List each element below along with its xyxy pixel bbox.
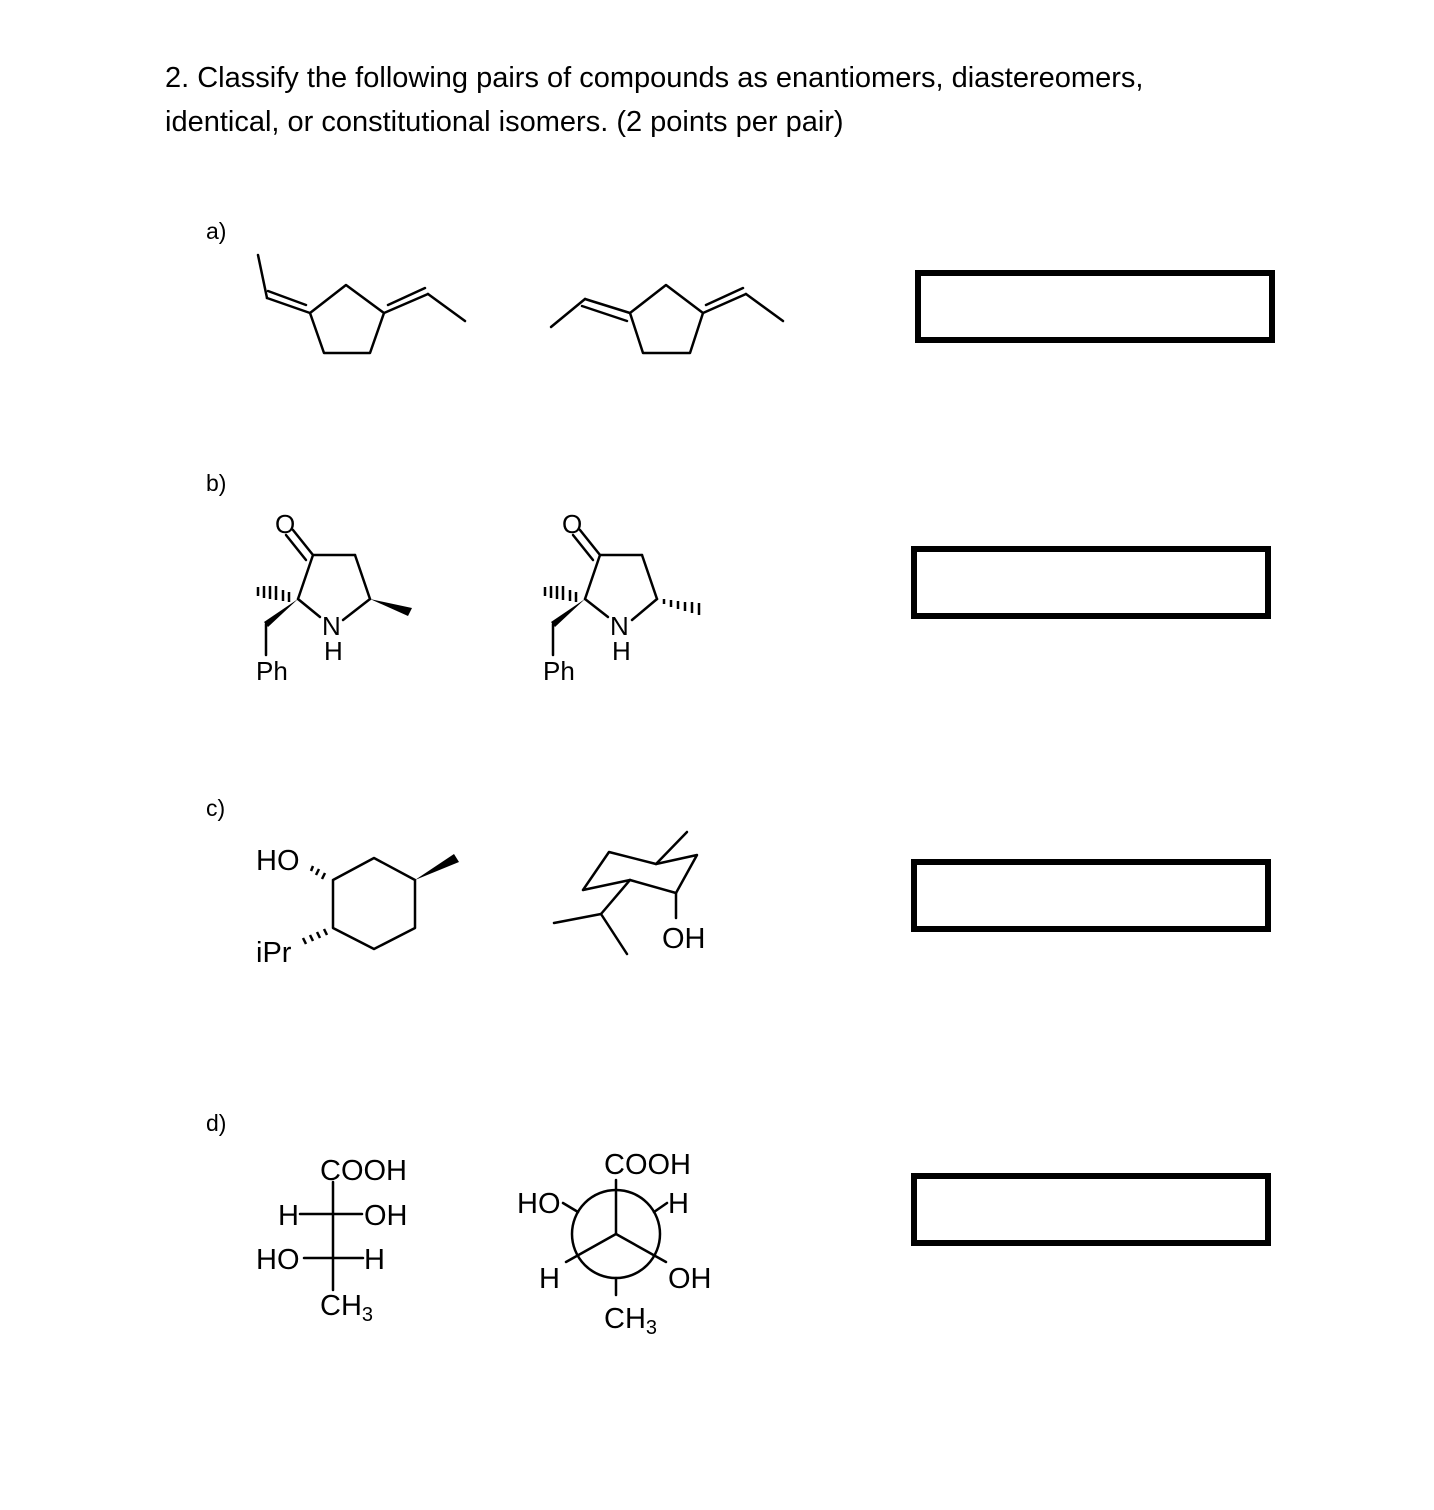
pair-label-b: b) [206,470,227,496]
nh-hydrogen: H [324,636,343,666]
fischer-h-left: H [278,1200,299,1232]
newman-ho: HO [517,1188,561,1220]
nitrogen-atom: N [322,611,341,641]
methyl-main: CH [320,1290,362,1322]
pair-label-c: c) [206,795,226,821]
fischer-ho-left: HO [256,1244,300,1276]
phenyl-group: Ph [543,656,575,686]
pair-label-d: d) [206,1110,227,1136]
fischer-top-cooh: COOH [320,1155,407,1187]
newman-bottom-ch3 [604,1303,657,1339]
fischer-h-right: H [364,1244,385,1276]
nitrogen-atom: N [610,611,629,641]
phenyl-group: Ph [256,656,288,686]
isopropyl-group: iPr [256,937,292,969]
fischer-oh-right: OH [364,1200,408,1232]
methyl-subscript: 3 [361,1304,374,1326]
newman-h-lower-left: H [539,1263,560,1295]
methyl-subscript: 3 [645,1317,658,1339]
newman-top-cooh: COOH [604,1149,691,1181]
newman-oh: OH [668,1263,712,1295]
methyl-main: CH [604,1303,646,1335]
hydroxyl-right: OH [662,923,706,955]
oxygen-atom: O [275,509,296,539]
newman-h-upper-right: H [668,1188,689,1220]
nh-hydrogen: H [612,636,631,666]
pair-label-a: a) [206,218,227,244]
hydroxyl-left: HO [256,845,300,877]
question-line-1: 2. Classify the following pairs of compounds as enantiomers, diastereomers, [165,62,1144,94]
oxygen-atom: O [562,509,583,539]
question-line-2: identical, or constitutional isomers. (2 points per pair) [165,106,844,138]
